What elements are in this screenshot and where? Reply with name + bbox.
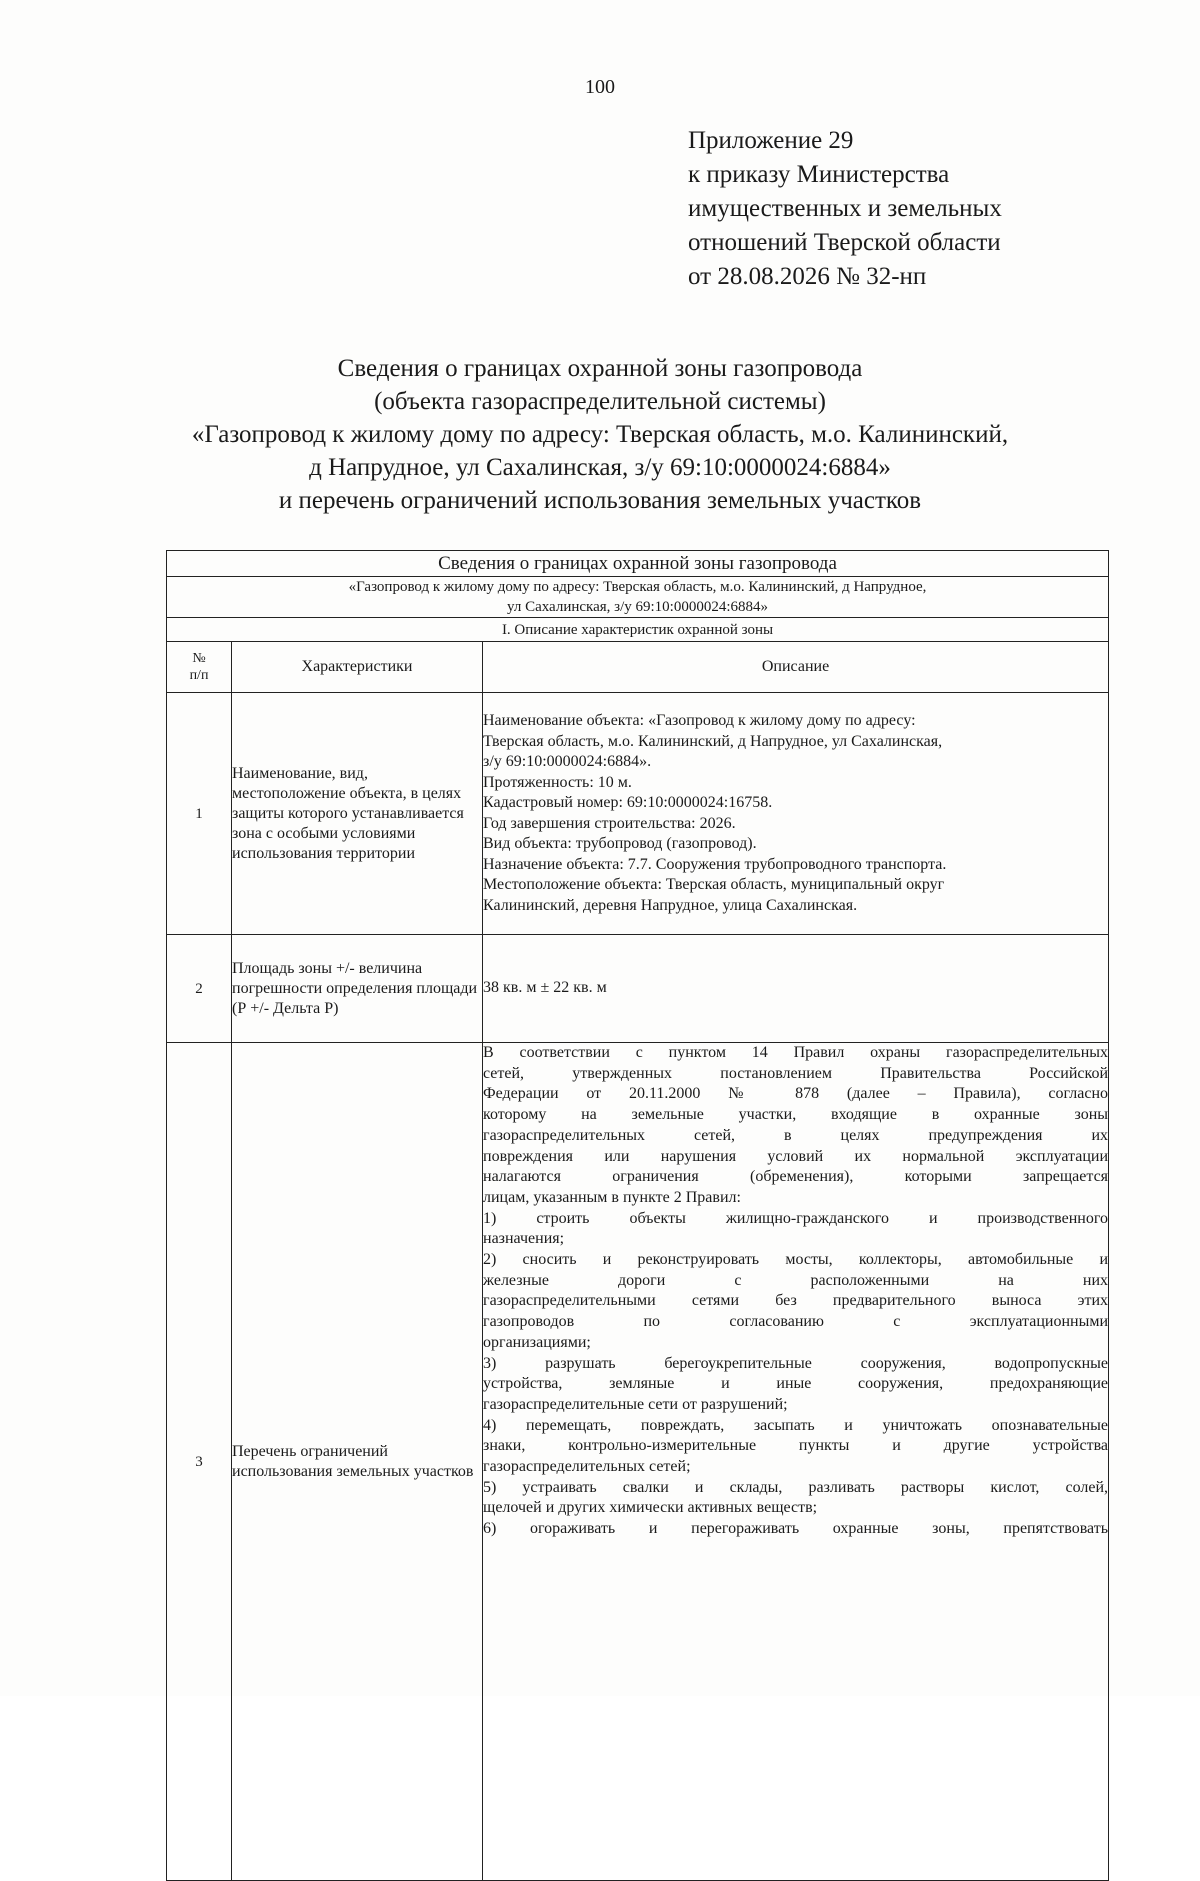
column-header-description: Описание [483,642,1109,693]
title-line: и перечень ограничений использования земельных участков [278,487,922,514]
description-line: 1) строить объекты жилищно-гражданского и производственного [483,1209,1109,1227]
appendix-line: отношений Тверской области [688,229,1001,256]
description-line: которому на земельные участки, входящие в охранные зоны [483,1106,1109,1124]
description-line: Местоположение объекта: Тверская область, муниципальный округ [483,876,945,893]
appendix-line: Приложение 29 [688,127,854,154]
table-row [167,1043,1109,1881]
table-row [167,693,1109,935]
title-line: Сведения о границах охранной зоны газопровода [337,355,863,382]
column-header-number-line: № [192,651,206,666]
description-line: 4) перемещать, повреждать, засыпать и уничтожать опознавательные [483,1416,1109,1434]
object-header-line: ул Сахалинская, з/у 69:10:0000024:6884» [507,599,769,615]
appendix-reference [688,124,1148,294]
description-line: Федерации от 20.11.2000 № 878 (далее – Правила), согласно [483,1085,1109,1103]
table-row [167,935,1109,1043]
appendix-line: к приказу Министерства [688,161,950,188]
object-header-line: «Газопровод к жилому дому по адресу: Тверская область, м.о. Калининский, д Напрудное, [348,579,927,595]
description-line: щелочей и других химически активных веществ; [483,1499,818,1517]
description-line: железные дороги с расположенными на них [483,1271,1109,1289]
row-characteristic: Наименование, вид, местоположение объекта, в целях защиты которого устанавливается зона с особыми условиями использования территории [232,693,483,935]
row-description [483,1043,1109,1881]
description-line: Протяженность: 10 м. [483,773,632,791]
description-line: Наименование объекта: «Газопровод к жилому дому по адресу: [483,712,916,729]
row-description [483,693,1109,935]
row-number: 2 [167,935,232,1043]
row-characteristic: Площадь зоны +/- величина погрешности определения площади (Р +/- Дельта Р) [232,935,483,1043]
description-line: газораспределительных сетей, в целях предупреждения их [483,1126,1109,1144]
description-line: 5) устраивать свалки и склады, разливать растворы кислот, солей, [483,1478,1109,1496]
description-line: знаки, контрольно-измерительные пункты и другие устройства [483,1437,1109,1455]
zone-info-table [166,550,1109,1881]
description-line: организациями; [483,1333,591,1351]
description-line: 6) огораживать и перегораживать охранные зоны, препятствовать [483,1520,1109,1538]
description-line: сетей, утвержденных постановлением Правительства Российской [483,1064,1109,1082]
description-line: з/у 69:10:0000024:6884». [483,753,652,770]
title-line: «Газопровод к жилому дому по адресу: Тверская область, м.о. Калининский, [191,421,1009,448]
column-header-number-line: п/п [189,668,209,683]
description-line: Вид объекта: трубопровод (газопровод). [483,835,757,852]
description-line: 38 кв. м ± 22 кв. м [483,979,607,997]
description-line: лицам, указанным в пункте 2 Правил: [483,1188,741,1206]
row-characteristic: Перечень ограничений использования земельных участков [232,1043,483,1881]
row-number: 3 [167,1043,232,1881]
section-title: I. Описание характеристик охранной зоны [167,618,1109,642]
description-line: газораспределительными сетями без предварительного выноса этих [483,1292,1109,1310]
column-header-number [167,642,232,693]
description-line: повреждения или нарушения условий их нормальной эксплуатации [483,1147,1109,1165]
table-main-header: Сведения о границах охранной зоны газопровода [167,551,1109,577]
table-object-header [167,577,1109,618]
document-title [0,352,1200,517]
description-line: В соответствии с пунктом 14 Правил охраны газораспределительных [483,1044,1109,1061]
page-number: 100 [585,76,615,98]
appendix-line: имущественных и земельных [688,195,1002,222]
description-line: газопроводов по согласованию с эксплуатационными [483,1313,1109,1331]
row-number: 1 [167,693,232,935]
description-line: назначения; [483,1230,565,1248]
description-line: Калининский, деревня Напрудное, улица Сахалинская. [483,896,858,914]
row-description [483,935,1109,1043]
description-line: 2) сносить и реконструировать мосты, коллекторы, автомобильные и [483,1251,1109,1269]
description-line: Назначение объекта: 7.7. Сооружения трубопроводного транспорта. [483,855,947,873]
column-header-characteristics: Характеристики [232,642,483,693]
description-line: Год завершения строительства: 2026. [483,814,736,832]
description-line: 3) разрушать берегоукрепительные сооружения, водопропускные [483,1354,1109,1372]
description-line: Тверская область, м.о. Калининский, д Напрудное, ул Сахалинская, [483,732,943,750]
description-line: устройства, земляные и иные сооружения, предохраняющие [483,1375,1109,1393]
description-line: Кадастровый номер: 69:10:0000024:16758. [483,794,773,811]
appendix-line: от 28.08.2026 № 32-нп [688,263,927,290]
title-line: (объекта газораспределительной системы) [374,388,826,415]
description-line: газораспределительных сетей; [483,1458,691,1476]
title-line: д Напрудное, ул Сахалинская, з/у 69:10:0000024:6884» [309,454,891,481]
description-line: налагаются ограничения (обременения), которыми запрещается [483,1168,1109,1186]
description-line: газораспределительные сети от разрушений; [483,1395,788,1413]
